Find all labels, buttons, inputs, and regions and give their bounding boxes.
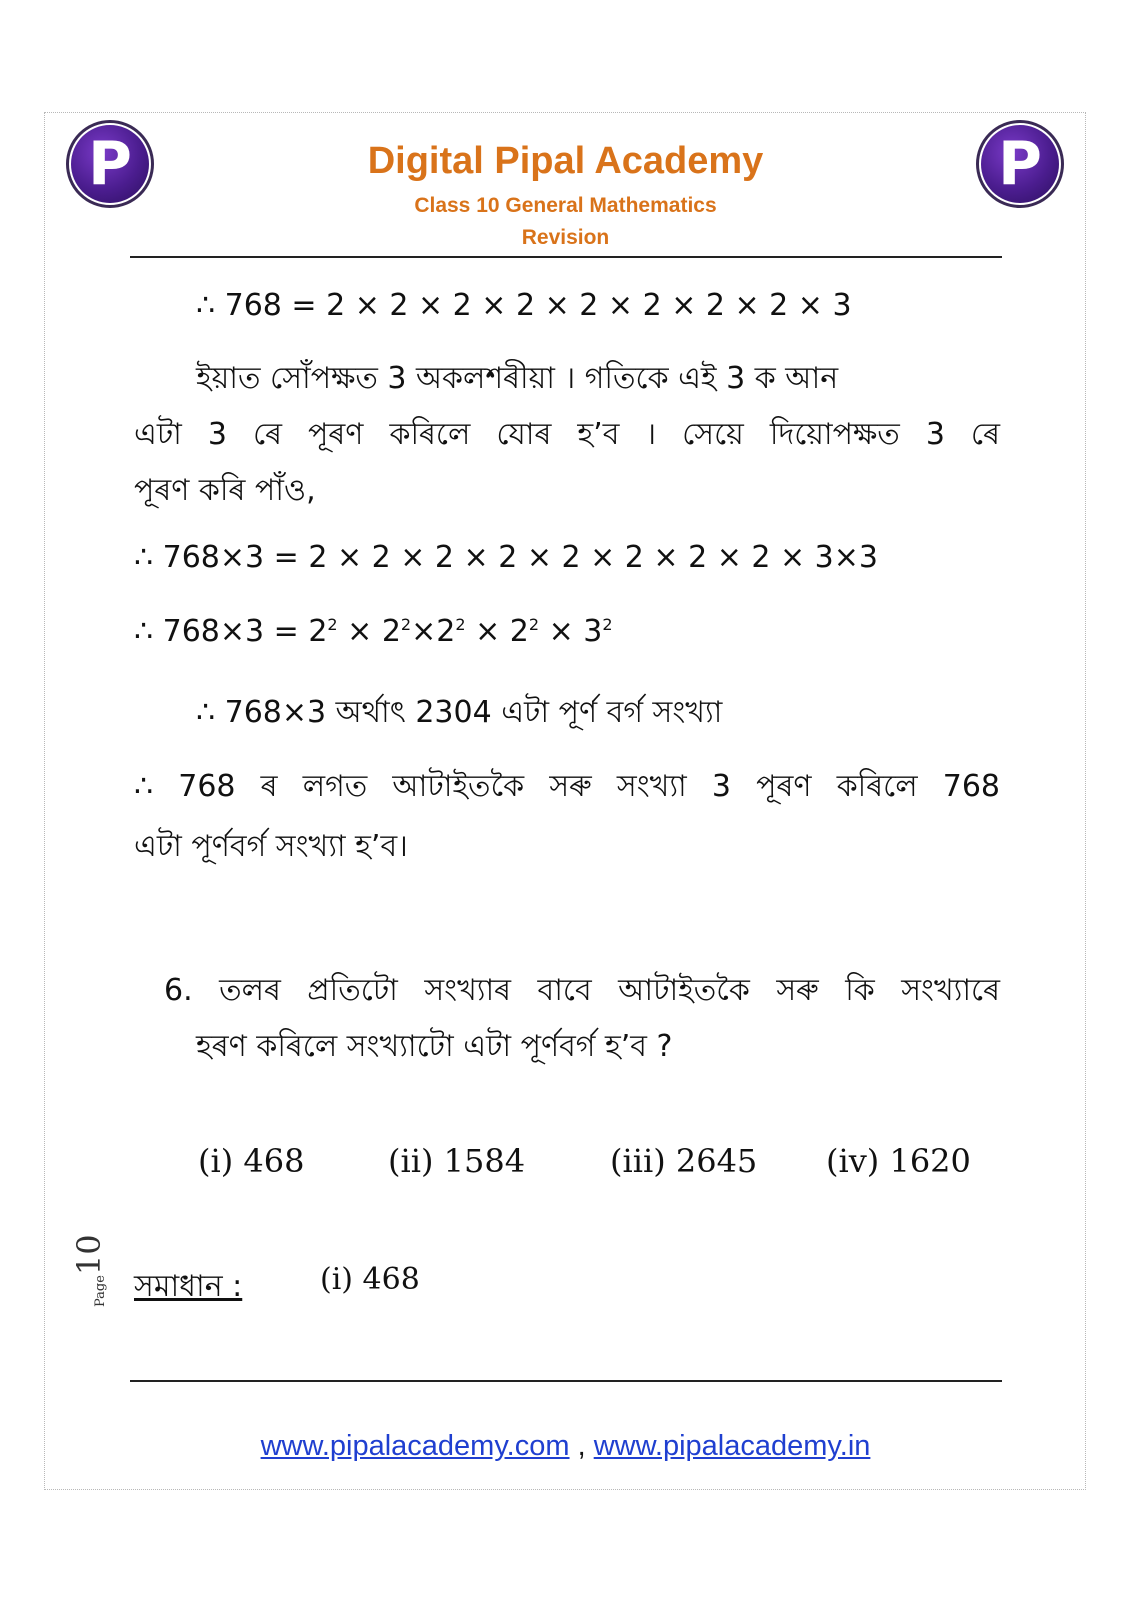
solution-label: সমাধান : <box>134 1269 243 1304</box>
conclusion-line-1: ∴ 768 ৰ লগত আটাইতকৈ সৰু সংখ্যা 3 পূৰণ কৰিলে 768 <box>134 769 1000 804</box>
option-iii: (iii) 2645 <box>610 1142 758 1180</box>
question-6-line-1: 6. তলৰ প্ৰতিটো সংখ্যাৰ বাবে আটাইতকৈ সৰু কি সংখ্যাৰে <box>164 973 1000 1008</box>
footer-link-com[interactable]: www.pipalacademy.com <box>260 1430 570 1462</box>
conclusion-line-2: এটা পূৰ্ণবৰ্গ সংখ্যা হ’ব। <box>134 829 408 864</box>
equation-perfect-square: ∴ 768×3 অৰ্থাৎ 2304 এটা পূৰ্ণ বৰ্গ সংখ্যা <box>196 695 723 730</box>
logo-letter: P <box>981 125 1059 203</box>
footer-rule <box>130 1380 1002 1382</box>
equation-squares-lhs: ∴ 768×3 = <box>134 614 309 649</box>
paragraph-line-3: পূৰণ কৰি পাঁও, <box>134 473 316 508</box>
equation-squares: ∴ $768\times 3 = 2^2 \times 2^2\times 2^2 \times 2^2 \times 3^2$ <box>134 614 613 649</box>
question-6-line-2: হৰণ কৰিলে সংখ্যাটো এটা পূৰ্ণবৰ্গ হ’ব ? <box>196 1029 673 1064</box>
option-iv: (iv) 1620 <box>826 1142 971 1180</box>
page-number-value: 10 <box>70 1234 108 1276</box>
option-i: (i) 468 <box>198 1142 305 1180</box>
footer-separator: , <box>569 1430 594 1462</box>
header-rule <box>130 256 1002 258</box>
equation-factorization: ∴ 768 = 2 × 2 × 2 × 2 × 2 × 2 × 2 × 2 × 3 <box>196 288 852 323</box>
header-subtitle-revision: Revision <box>521 226 610 249</box>
option-ii: (ii) 1584 <box>388 1142 526 1180</box>
equation-multiplied: ∴ 768×3 = 2 × 2 × 2 × 2 × 2 × 2 × 2 × 2 × 3×3 <box>134 540 878 575</box>
page-number <box>70 1223 110 1307</box>
paragraph-line-1: ইয়াত সোঁপক্ষত 3 অকলশৰীয়া । গতিকে এই 3 ক আন <box>196 361 839 396</box>
paragraph-line-2: এটা 3 ৰে পূৰণ কৰিলে যোৰ হ’ব । সেয়ে দিয়োপক্ষত 3 ৰে <box>134 417 1000 452</box>
footer-links <box>0 1430 1131 1463</box>
footer-link-in[interactable]: www.pipalacademy.in <box>593 1430 871 1462</box>
page-label: Page <box>93 1275 108 1307</box>
logo-letter: P <box>71 125 149 203</box>
header-title: Digital Pipal Academy <box>367 140 764 182</box>
header-subtitle: Class 10 General Mathematics <box>414 194 717 217</box>
solution-value: (i) 468 <box>320 1262 420 1297</box>
